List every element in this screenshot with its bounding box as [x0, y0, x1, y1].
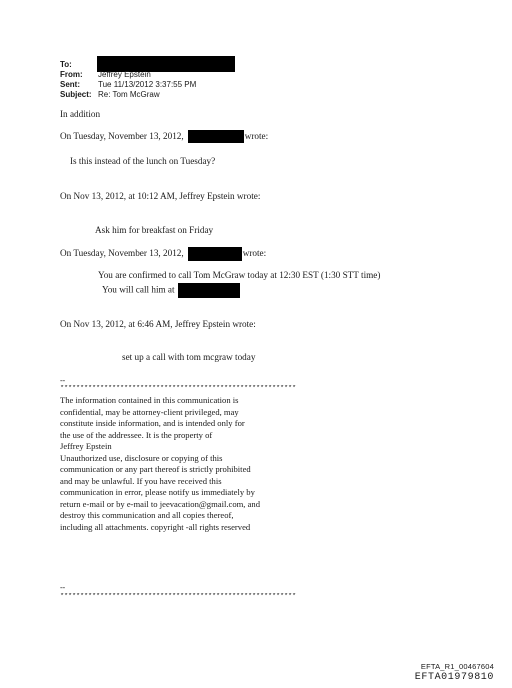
redacted-phone-number — [178, 283, 240, 298]
signature-stars-2: *********************************************************** — [60, 593, 297, 601]
disclaimer-line: Unauthorized use, disclosure or copying of this — [60, 452, 223, 463]
from-value: Jeffrey Epstein — [98, 70, 151, 79]
to-label: To: — [60, 60, 72, 69]
disclaimer-line: return e-mail or by e-mail to jeevacation@gmail.com, and — [60, 498, 261, 509]
disclaimer-line: the use of the addressee. It is the property of — [60, 429, 213, 440]
subject-value: Re: Tom McGraw — [98, 90, 160, 99]
subject-label: Subject: — [60, 90, 92, 99]
quote2-text: Ask him for breakfast on Friday — [95, 225, 214, 235]
signature-dashes-2: -- — [60, 584, 65, 592]
bates-number-efta: EFTA01979810 — [414, 672, 494, 683]
quote1-wrote: wrote: — [244, 131, 269, 141]
quote4-intro: On Nov 13, 2012, at 6:46 AM, Jeffrey Epstein wrote: — [60, 319, 256, 329]
disclaimer-line: Jeffrey Epstein — [60, 441, 112, 451]
quote4-text: set up a call with tom mcgraw today — [122, 352, 256, 362]
bates-number-r1: EFTA_R1_00467604 — [420, 662, 494, 671]
sent-row — [60, 80, 196, 90]
quote3-line2 — [102, 283, 240, 298]
disclaimer-line: The information contained in this communication is — [60, 395, 239, 405]
redacted-sender-2 — [188, 247, 242, 261]
quote1-intro-text: On Tuesday, November 13, 2012, — [60, 131, 184, 141]
subject-row — [60, 90, 160, 100]
in-addition-line: In addition — [60, 109, 101, 119]
disclaimer-line: communication or any part thereof is strictly prohibited — [60, 464, 251, 474]
quote2-intro: On Nov 13, 2012, at 10:12 AM, Jeffrey Epstein wrote: — [60, 191, 261, 201]
disclaimer-line: constitute inside information, and is intended only for — [60, 418, 245, 428]
sent-label: Sent: — [60, 80, 80, 89]
quote3-line2-text: You will call him at — [102, 284, 175, 295]
quote3-intro-text: On Tuesday, November 13, 2012, — [60, 248, 184, 259]
disclaimer-line: destroy this communication and all copies thereof, — [60, 510, 234, 520]
to-row — [60, 60, 98, 70]
from-row — [60, 70, 151, 80]
sent-value: Tue 11/13/2012 3:37:55 PM — [98, 80, 197, 89]
signature-dashes-1: -- — [60, 377, 65, 385]
quote3-line1: You are confirmed to call Tom McGraw today at 12:30 EST (1:30 STT time) — [98, 270, 381, 280]
signature-stars-1: *********************************************************** — [60, 385, 297, 393]
redacted-sender-1 — [188, 130, 244, 143]
quote1-intro — [60, 130, 268, 143]
quote3-intro — [60, 247, 266, 261]
disclaimer-line: communication in error, please notify us immediately by — [60, 487, 255, 497]
disclaimer-line: including all attachments. copyright -all rights reserved — [60, 521, 251, 532]
disclaimer-line: and may be unlawful. If you have received this — [60, 475, 222, 486]
quote1-text: Is this instead of the lunch on Tuesday? — [70, 156, 216, 166]
confidentiality-disclaimer — [60, 395, 320, 533]
quote3-wrote: wrote: — [242, 248, 267, 259]
disclaimer-line: confidential, may be attorney-client privileged, may — [60, 406, 239, 417]
from-label: From: — [60, 70, 83, 79]
